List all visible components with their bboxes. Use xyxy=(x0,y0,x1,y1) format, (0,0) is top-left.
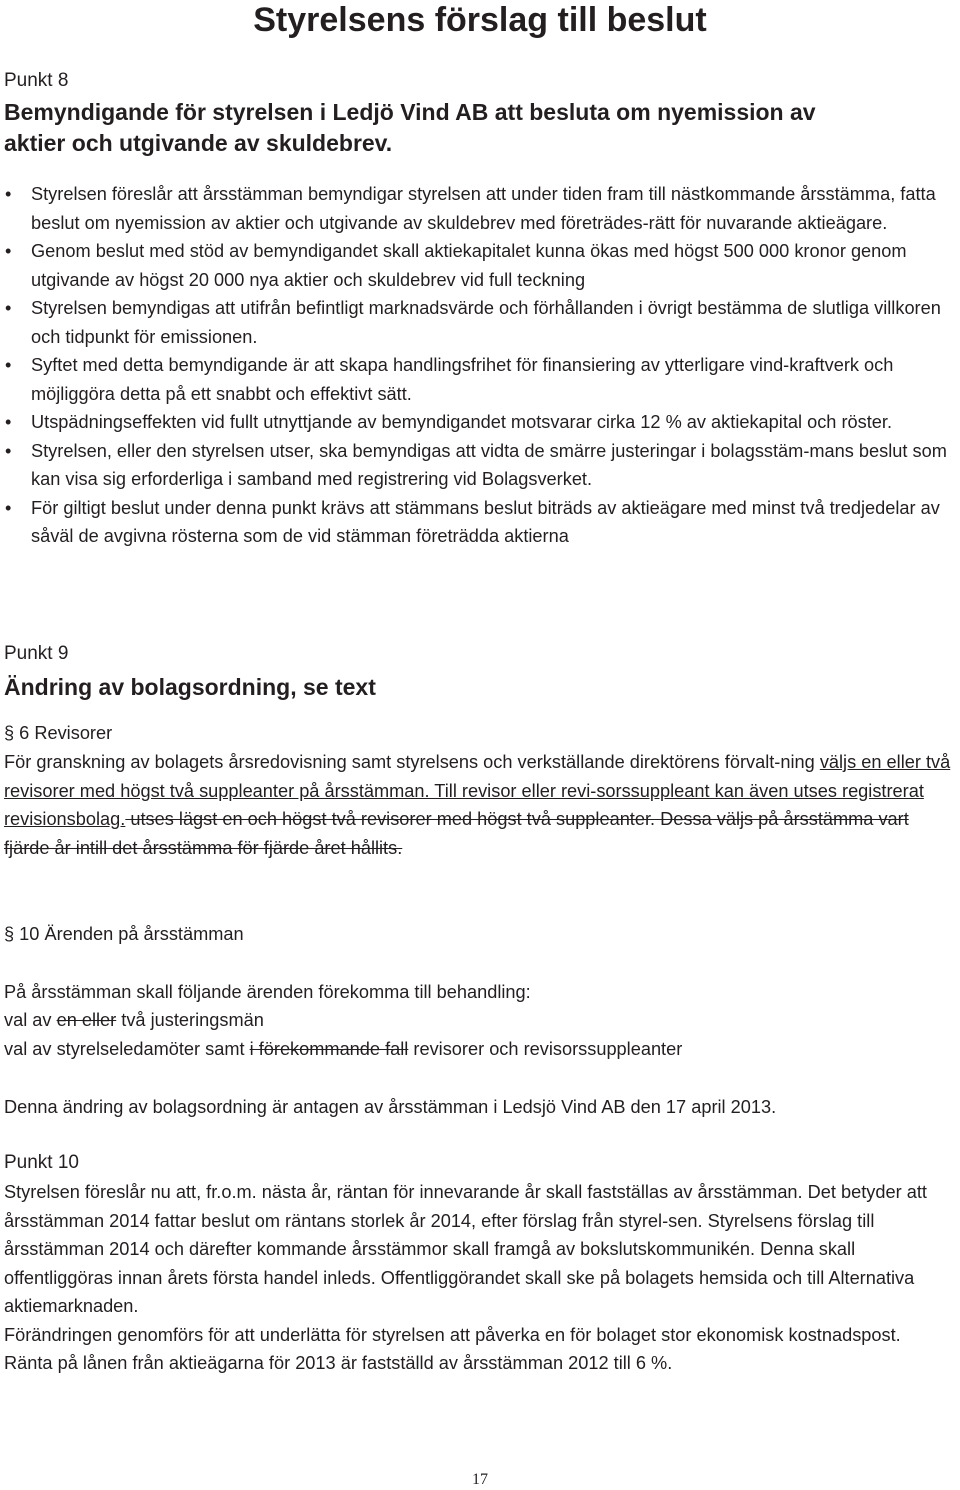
bullet-item xyxy=(4,294,954,351)
punkt8-heading-line1: Bemyndigande för styrelsen i Ledjö Vind AB att besluta om nyemission av xyxy=(4,99,816,125)
bullet-text: Styrelsen bemyndigas att utifrån befintligt marknadsvärde och förhållanden i övrigt bestämma de slutliga villkoren och tidpunkt för emissionen. xyxy=(31,298,941,347)
bullet-icon: • xyxy=(5,355,12,375)
page-number: 17 xyxy=(472,1471,488,1488)
bullet-text: Styrelsen, eller den styrelsen utser, ska bemyndigas att vidta de smärre justeringar i bolagsstäm-mans beslut som kan visa sig erforderliga i samband med registrering vid Bolagsverket. xyxy=(31,440,947,489)
section10-title: § 10 Ärenden på årsstämman xyxy=(4,924,244,944)
punkt10-body xyxy=(4,1178,956,1378)
section10-line1-removed: en eller xyxy=(56,1010,117,1030)
page-title-text: Styrelsens förslag till beslut xyxy=(253,1,707,39)
section6-text-removed: utses lägst en och högst två revisorer med högst två suppleanter. Dessa väljs på årsstämma vart fjärde år intill det årsstämma för fjärde året hållits. xyxy=(4,809,909,858)
section6-title: § 6 Revisorer xyxy=(4,723,113,743)
bullet-item xyxy=(4,237,954,294)
punkt10-paragraph: Ränta på lånen från aktieägarna för 2013 är fastställd av årsstämman 2012 till 6 %. xyxy=(4,1353,673,1373)
punkt9-label: Punkt 9 xyxy=(4,643,69,664)
bullet-icon: • xyxy=(5,497,12,518)
section10-line1 xyxy=(4,1006,956,1035)
section6-text xyxy=(4,748,956,862)
bullet-item xyxy=(4,408,954,437)
page-title xyxy=(0,2,960,38)
section10-line2-start: val av styrelseledamöter samt xyxy=(4,1039,250,1059)
bullet-icon: • xyxy=(5,298,12,318)
section6-text-added: väljs en eller två revisorer med högst två suppleanter på årsstämman. Till revisor eller revi-sorssuppleant kan även utses registrerat revisionsbolag. xyxy=(4,752,951,829)
punkt10-paragraph: Förändringen genomförs för att underlätta för styrelsen att påverka en för bolaget stor ekonomisk kostnadspost. xyxy=(4,1324,901,1345)
bullet-item xyxy=(4,494,954,551)
punkt10-label: Punkt 10 xyxy=(4,1152,79,1173)
bullet-icon: • xyxy=(5,412,12,432)
section10-line1-end: två justeringsmän xyxy=(116,1010,264,1030)
punkt8-bullet-list xyxy=(4,180,954,551)
bullet-icon: • xyxy=(5,440,12,461)
bullet-item xyxy=(4,351,954,408)
section10-intro: På årsstämman skall följande ärenden förekomma till behandling: xyxy=(4,982,531,1002)
bullet-text: Styrelsen föreslår att årsstämman bemyndigar styrelsen att under tiden fram till nästkommande årsstämma, fatta beslut om nyemission av aktier och utgivande av skuldebrev med företrädes-rätt för nuvarande aktieägare. xyxy=(31,184,936,233)
bullet-item xyxy=(4,180,954,237)
adoption-statement: Denna ändring av bolagsordning är antagen av årsstämman i Ledsjö Vind AB den 17 april 2013. xyxy=(4,1097,777,1117)
bullet-item xyxy=(4,437,954,494)
bullet-text: Syftet med detta bemyndigande är att skapa handlingsfrihet för finansiering av ytterligare vind-kraftverk och möjliggöra detta på ett snabbt och effektivt sätt. xyxy=(31,355,894,404)
bullet-text: För giltigt beslut under denna punkt krävs att stämmans beslut biträds av aktieägare med minst två tredjedelar av såväl de avgivna rösterna som de vid stämman företrädda aktierna xyxy=(31,497,940,546)
section6-text-plain: För granskning av bolagets årsredovisning samt styrelsens och verkställande direktörens förvalt-ning xyxy=(4,752,820,772)
punkt8-heading-line2: aktier och utgivande av skuldebrev. xyxy=(4,130,393,156)
punkt8-label: Punkt 8 xyxy=(4,70,69,91)
section10-line2-removed: i förekommande fall xyxy=(249,1039,409,1059)
section10-line1-start: val av xyxy=(4,1010,57,1030)
bullet-text: Utspädningseffekten vid fullt utnyttjande av bemyndigandet motsvarar cirka 12 % av aktiekapital och röster. xyxy=(31,412,893,432)
bullet-icon: • xyxy=(5,184,12,204)
section10-line2-end: revisorer och revisorssuppleanter xyxy=(408,1039,683,1059)
bullet-icon: • xyxy=(5,241,12,261)
bullet-text: Genom beslut med stöd av bemyndigandet skall aktiekapitalet kunna ökas med högst 500 000 kronor genom utgivande av högst 20 000 nya aktier och skuldebrev vid full teckning xyxy=(31,241,907,290)
punkt9-heading: Ändring av bolagsordning, se text xyxy=(4,674,376,700)
punkt10-paragraph: Styrelsen föreslår nu att, fr.o.m. nästa år, räntan för innevarande år skall fastställas av årsstämman. Det betyder att årsstämman 2014 fattar beslut om räntans storlek år 2014, efter förslag från styrel-sen. Styrelsens förslag till årsstämman 2014 och därefter kommande årsstämmor skall framgå av bokslutskommunikén. Denna skall offentliggöras innan årets första handel inleds. Offentliggörandet skall ske på bolagets hemsida och till Alternativa aktiemarknaden. xyxy=(4,1182,927,1316)
section10-line2 xyxy=(4,1035,956,1064)
